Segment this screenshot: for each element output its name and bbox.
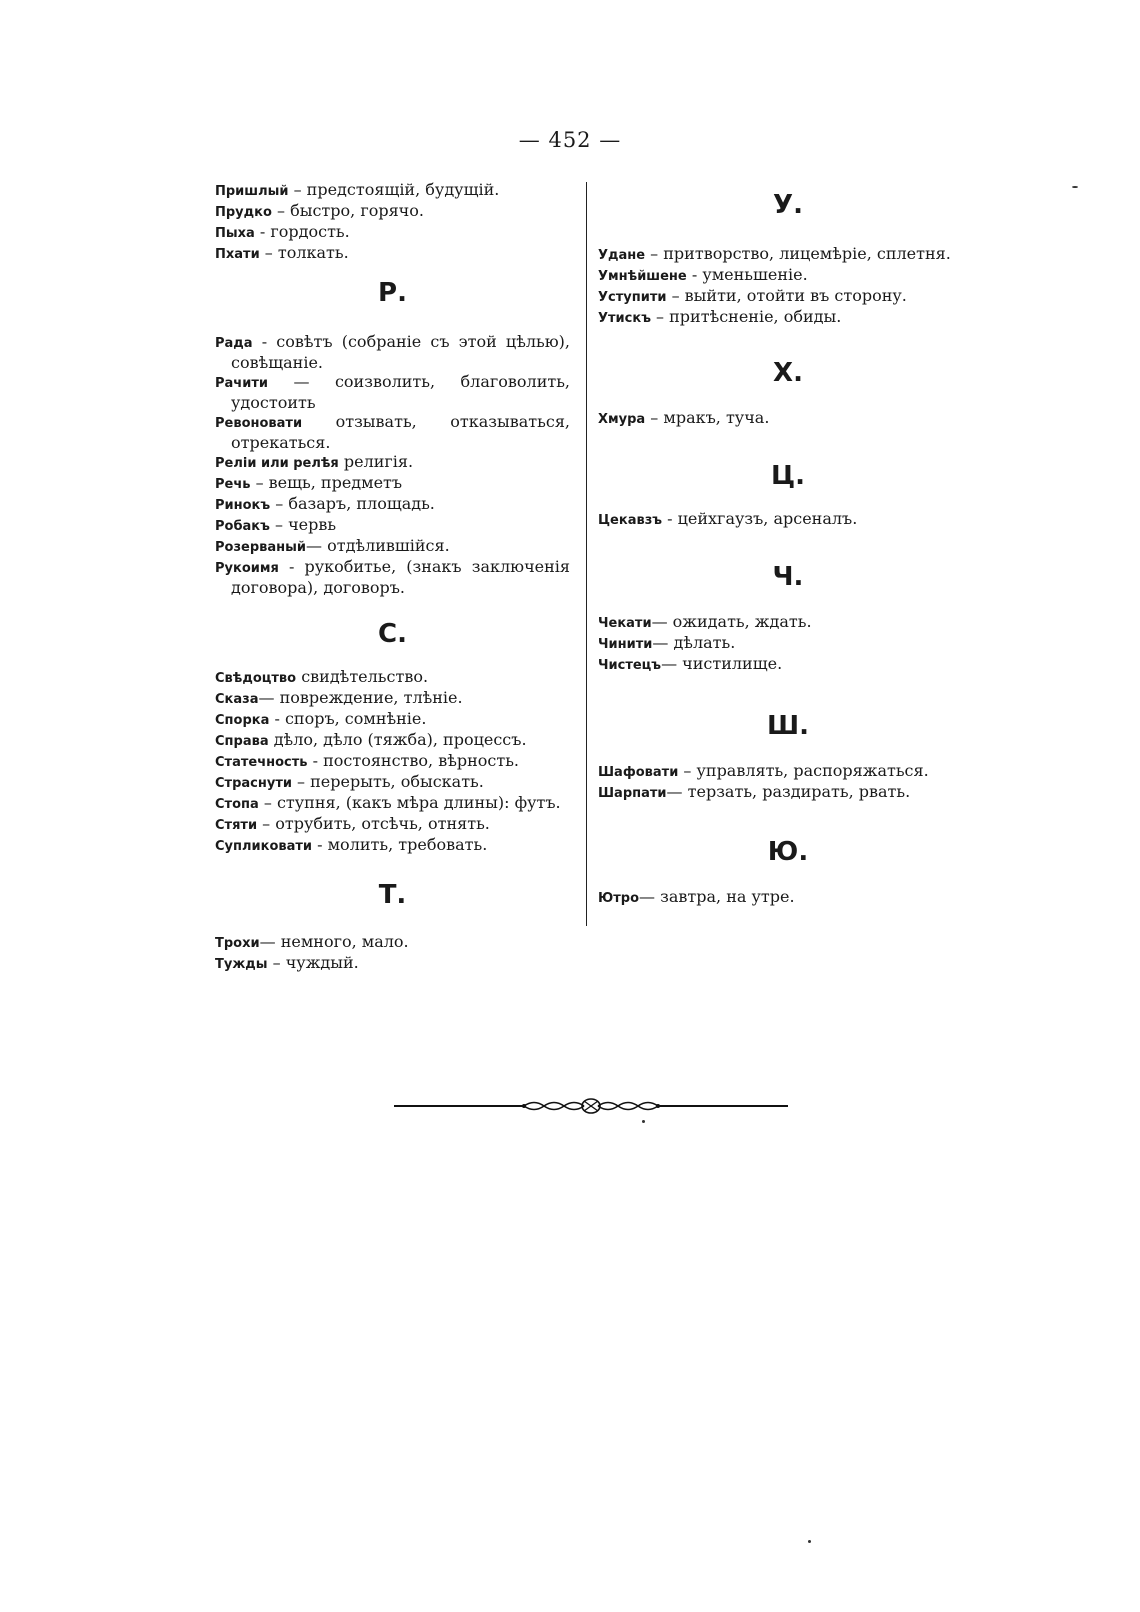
separator: – <box>645 408 664 427</box>
headword: Уступити <box>598 290 667 305</box>
dictionary-entry <box>215 932 570 953</box>
definition: немного, мало. <box>280 932 409 951</box>
headword: Умнѣйшене <box>598 269 687 284</box>
separator: – <box>259 243 278 262</box>
dictionary-entry <box>598 307 978 328</box>
definition: предстоящій, будущій. <box>306 180 500 199</box>
definition: религія. <box>343 452 414 471</box>
headword: Стяти <box>215 818 258 833</box>
headword: Розерваный <box>215 540 306 555</box>
section-t-entries <box>215 932 570 974</box>
section-letter-ts: Ц. <box>771 461 805 491</box>
definition: притворство, лицемѣріе, сплетня. <box>663 244 951 263</box>
headword: Цекавзъ <box>598 513 663 528</box>
headword: Шафовати <box>598 765 679 780</box>
definition: терзать, раздирать, рвать. <box>687 782 911 801</box>
dictionary-entry <box>215 473 570 494</box>
dictionary-entry <box>598 887 978 908</box>
dictionary-entry <box>598 633 978 654</box>
headword: Реліи или релѣя <box>215 456 339 471</box>
definition: отрубить, отсѣчь, отнять. <box>275 814 490 833</box>
page-speck <box>808 1540 811 1543</box>
dictionary-entry <box>215 730 570 751</box>
headword: Свѣдоцтво <box>215 671 297 686</box>
section-letter-ch: Ч. <box>772 562 804 592</box>
definition: молить, требовать. <box>327 835 488 854</box>
dictionary-entry <box>598 761 978 782</box>
definition: гордость. <box>270 222 350 241</box>
definition: свидѣтельство. <box>301 667 429 686</box>
headword: Статечность <box>215 755 308 770</box>
headword: Ревоновати <box>215 416 303 431</box>
definition: вещь, предметъ <box>268 473 403 492</box>
headword: Пхати <box>215 247 260 262</box>
section-letter-u: У. <box>773 190 803 220</box>
definition: дѣло, дѣло (тяжба), процессъ. <box>273 730 527 749</box>
headword: Хмура <box>598 412 646 427</box>
definition: толкать. <box>277 243 349 262</box>
definition: цейхгаузъ, арсеналъ. <box>677 509 858 528</box>
section-sh-entries <box>598 761 978 803</box>
headword: Справа <box>215 734 269 749</box>
page-speck <box>1072 186 1078 188</box>
separator: - <box>252 332 277 351</box>
definition: отзывать, отказываться, отрекаться. <box>231 412 570 452</box>
section-ch-entries <box>598 612 978 675</box>
dictionary-entry <box>215 201 570 222</box>
separator: – <box>291 772 311 791</box>
separator <box>302 412 336 431</box>
headword: Чинити <box>598 637 653 652</box>
definition: ожидать, ждать. <box>672 612 812 631</box>
dictionary-entry <box>215 688 570 709</box>
separator: — <box>652 633 674 652</box>
headword: Ютро <box>598 891 640 906</box>
headword: Рада <box>215 336 253 351</box>
section-letter-sh: Ш. <box>767 711 809 741</box>
separator: – <box>650 307 670 326</box>
dictionary-entry <box>215 667 570 688</box>
separator: – <box>288 180 307 199</box>
section-letter-yu: Ю. <box>767 837 809 867</box>
definition: перерыть, обыскать. <box>310 772 484 791</box>
page-speck <box>642 1120 645 1123</box>
section-kh-entries <box>598 408 978 429</box>
section-letter-s: С. <box>378 619 407 649</box>
headword: Чекати <box>598 616 652 631</box>
separator: - <box>662 509 678 528</box>
definition: рукобитье, (знакъ заключенія договора), договоръ. <box>231 557 570 597</box>
ornament-divider-icon <box>394 1096 788 1116</box>
definition: быстро, горячо. <box>290 201 424 220</box>
section-letter-t: Т. <box>378 880 407 910</box>
definition: завтра, на утре. <box>660 887 795 906</box>
definition: совѣтъ (собраніе съ этой цѣлью), совѣщаніе. <box>231 332 571 372</box>
dictionary-entry <box>598 265 978 286</box>
dictionary-entry <box>215 835 570 856</box>
headword: Шарпати <box>598 786 667 801</box>
separator: - <box>278 557 305 576</box>
definition: постоянство, вѣрность. <box>323 751 520 770</box>
separator: - <box>254 222 271 241</box>
headword: Сказа <box>215 692 259 707</box>
separator: – <box>257 814 276 833</box>
headword: Речь <box>215 477 251 492</box>
dictionary-entry <box>215 751 570 772</box>
section-r-entries <box>215 332 570 597</box>
left-column <box>215 180 570 974</box>
dictionary-entry <box>215 243 570 264</box>
dictionary-entry <box>215 793 570 814</box>
headword: Трохи <box>215 936 260 951</box>
dictionary-entry <box>215 222 570 243</box>
headword: Стопа <box>215 797 259 812</box>
section-u-entries <box>598 244 978 328</box>
definition: повреждение, тлѣніе. <box>279 688 463 707</box>
separator: — <box>661 654 683 673</box>
section-ts-entries <box>598 509 978 530</box>
dictionary-entry <box>215 180 570 201</box>
definition: притѣсненіе, обиды. <box>669 307 842 326</box>
dictionary-entry <box>598 612 978 633</box>
definition: базаръ, площадь. <box>288 494 435 513</box>
headword: Пришлый <box>215 184 289 199</box>
dictionary-entry <box>215 557 570 597</box>
separator: — <box>651 612 673 631</box>
dictionary-entry <box>598 244 978 265</box>
separator: - <box>269 709 285 728</box>
separator: - <box>312 835 328 854</box>
headword: Утискъ <box>598 311 651 326</box>
separator: - <box>686 265 703 284</box>
headword: Рачити <box>215 376 268 391</box>
headword: Супликовати <box>215 839 313 854</box>
dictionary-entry <box>598 286 978 307</box>
definition: споръ, сомнѣніе. <box>284 709 427 728</box>
headword: Удане <box>598 248 646 263</box>
separator: – <box>678 761 697 780</box>
definition: ступня, (какъ мѣра длины): футъ. <box>276 793 561 812</box>
separator: — <box>267 372 335 391</box>
dictionary-entry <box>215 953 570 974</box>
definition: уменьшеніе. <box>702 265 808 284</box>
headword: Тужды <box>215 957 268 972</box>
dictionary-entry <box>215 772 570 793</box>
headword: Чистецъ <box>598 658 662 673</box>
section-letter-kh: Х. <box>773 358 803 388</box>
definition: чистилище. <box>682 654 783 673</box>
column-divider <box>586 182 587 926</box>
dictionary-entry <box>215 709 570 730</box>
page-number: — 452 — <box>518 128 622 152</box>
definition: выйти, отойти въ сторону. <box>684 286 907 305</box>
separator: – <box>645 244 664 263</box>
dictionary-entry <box>215 814 570 835</box>
headword: Страснути <box>215 776 292 791</box>
separator: — <box>639 887 661 906</box>
dictionary-entry <box>598 509 978 530</box>
definition: соизволить, благоволить, удостоить <box>231 372 571 412</box>
separator: – <box>269 515 289 534</box>
separator: – <box>271 201 291 220</box>
intro-entries <box>215 180 570 264</box>
dictionary-entry <box>215 332 570 372</box>
headword: Ринокъ <box>215 498 271 513</box>
dictionary-entry <box>215 515 570 536</box>
separator: – <box>666 286 685 305</box>
separator: – <box>267 953 286 972</box>
headword: Пыха <box>215 226 255 241</box>
definition: управлять, распоряжаться. <box>696 761 929 780</box>
separator: – <box>270 494 289 513</box>
dictionary-entry <box>598 408 978 429</box>
dictionary-entry <box>215 536 570 557</box>
separator: – <box>258 793 277 812</box>
section-s-entries <box>215 667 570 856</box>
separator: – <box>250 473 269 492</box>
definition: дѣлать. <box>673 633 736 652</box>
right-column <box>598 180 978 908</box>
section-yu-entries <box>598 887 978 908</box>
headword: Спорка <box>215 713 270 728</box>
dictionary-entry <box>215 494 570 515</box>
definition: отдѣлившійся. <box>327 536 450 555</box>
definition: червь <box>288 515 337 534</box>
dictionary-entry <box>215 412 570 452</box>
separator: — <box>259 932 281 951</box>
dictionary-entry <box>598 654 978 675</box>
dictionary-entry <box>598 782 978 803</box>
separator: — <box>305 536 328 555</box>
headword: Рукоимя <box>215 561 279 576</box>
definition: чуждый. <box>285 953 359 972</box>
dictionary-entry <box>215 372 570 412</box>
dictionary-entry <box>215 452 570 473</box>
separator: — <box>666 782 688 801</box>
section-letter-r: Р. <box>378 278 407 308</box>
definition: мракъ, туча. <box>663 408 770 427</box>
separator: - <box>307 751 324 770</box>
headword: Прудко <box>215 205 272 220</box>
headword: Робакъ <box>215 519 270 534</box>
separator: — <box>258 688 280 707</box>
